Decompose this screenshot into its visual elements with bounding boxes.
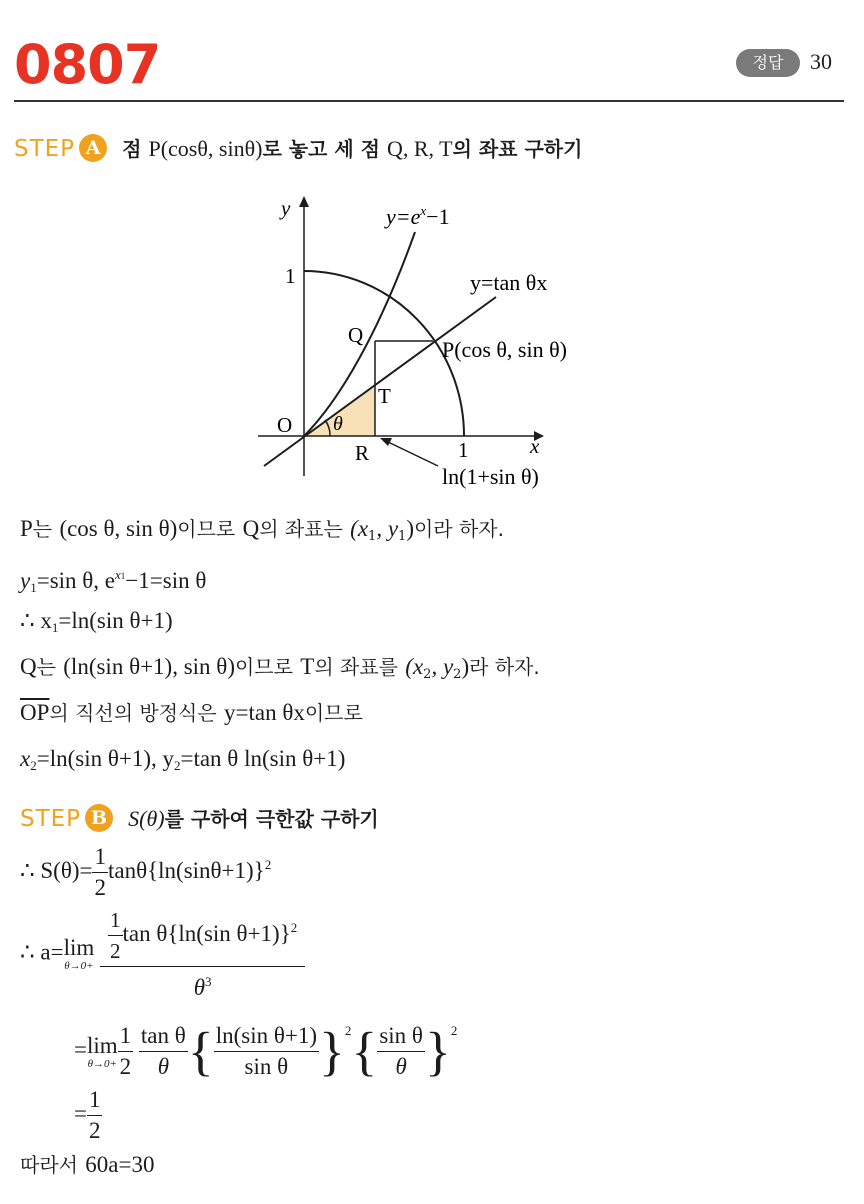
limit-subscript: θ→0+ — [64, 960, 94, 972]
answer-badge: 정답 — [736, 49, 800, 77]
text: P — [20, 516, 33, 541]
step-a-line-3 — [20, 604, 173, 645]
q-label: Q — [348, 323, 364, 347]
text: =sin θ, e — [36, 568, 116, 593]
text: Q — [242, 516, 260, 541]
text: (x — [405, 654, 424, 679]
text: tanθ{ln(sinθ+1)} — [107, 857, 265, 883]
text: (x — [350, 516, 369, 541]
subscript: 2 — [30, 758, 37, 773]
step-b-heading — [20, 802, 379, 837]
subscript: 2 — [453, 667, 462, 682]
step-a-title-kr1: 점 — [122, 137, 142, 161]
text: y=tan θx — [224, 700, 305, 725]
text: y — [20, 568, 31, 593]
fraction-numerator: tan θ — [139, 1021, 188, 1052]
line-label: y=tan θx — [470, 270, 548, 295]
text: θ — [193, 975, 206, 1000]
fraction-denominator: 2 — [88, 1118, 101, 1143]
answer-value: 30 — [810, 49, 832, 74]
text: 의 좌표는 — [259, 517, 343, 541]
header-divider — [14, 100, 844, 102]
t-label: T — [378, 384, 391, 408]
r-pointer-head — [380, 438, 392, 446]
text: , y — [431, 654, 454, 679]
text: 의 직선의 방정식은 — [49, 701, 217, 725]
p-label: P(cos θ, sin θ) — [442, 337, 567, 362]
step-b-circle: B — [85, 804, 113, 832]
superscript: 2 — [344, 1023, 352, 1038]
superscript: 1 — [120, 571, 126, 581]
problem-number: 0807 — [14, 33, 161, 96]
superscript: 2 — [450, 1023, 458, 1038]
step-a-title-pts: Q, R, T — [386, 136, 453, 161]
text: ∴ x — [20, 608, 52, 633]
text: T — [300, 654, 315, 679]
r-pointer-line — [386, 441, 438, 466]
text: 따라서 — [20, 1153, 78, 1177]
step-a-line-6 — [20, 742, 345, 783]
step-a-heading — [14, 132, 582, 167]
y-axis-arrow — [299, 196, 309, 207]
text: 이므로 — [177, 517, 236, 541]
superscript: 2 — [264, 856, 272, 872]
text: 라 하자. — [469, 655, 540, 679]
step-a-circle: A — [79, 134, 107, 162]
fraction-numerator: 1 — [87, 1085, 103, 1116]
subscript: 1 — [51, 620, 59, 635]
text: = — [74, 1037, 87, 1062]
fraction-denominator: 2 — [110, 939, 121, 963]
text: = — [74, 1100, 87, 1126]
limit-subscript: θ→0+ — [87, 1057, 117, 1070]
subscript: 2 — [423, 667, 432, 682]
text: 60a=30 — [85, 1152, 155, 1177]
text: 이므로 — [304, 701, 363, 725]
text: , y — [376, 516, 399, 541]
fraction-numerator: ln(sin θ+1) — [214, 1021, 319, 1052]
geometry-figure — [250, 190, 610, 500]
text: ) — [461, 654, 470, 679]
text: =tan θ ln(sin θ+1) — [180, 746, 346, 771]
step-b-title-s: S(θ) — [128, 806, 165, 831]
step-b-a-formula — [20, 905, 305, 1003]
subscript: 1 — [368, 529, 377, 544]
step-a-label: STEP — [14, 136, 76, 162]
step-b-title-kr: 를 구하여 극한값 구하기 — [164, 807, 379, 831]
fraction-numerator: 1 — [118, 1021, 134, 1052]
origin-label: O — [277, 413, 293, 437]
text: =ln(sin θ+1), y — [36, 746, 174, 771]
superscript: 2 — [290, 919, 298, 935]
limit: lim — [86, 1032, 118, 1058]
x-one-label: 1 — [458, 438, 469, 462]
text: tan θ{ln(sin θ+1)} — [122, 920, 291, 946]
text: (ln(sin θ+1), sin θ) — [63, 654, 235, 679]
fraction-numerator: 1 — [92, 842, 108, 873]
fraction-numerator: 1 — [108, 905, 123, 936]
x-axis-label: x — [530, 434, 540, 458]
fraction-denominator: 2 — [94, 875, 106, 900]
step-b-s-formula — [20, 842, 271, 903]
text: ∴ a= — [20, 939, 64, 965]
fraction-denominator: θ — [157, 1054, 169, 1080]
text: 의 좌표를 — [314, 655, 398, 679]
text: 이므로 — [234, 655, 293, 679]
text: 이라 하자. — [413, 517, 504, 541]
fraction-numerator: sin θ — [377, 1021, 425, 1052]
r-coordinate-label: ln(1+sin θ) — [442, 464, 539, 489]
step-a-line-5 — [20, 696, 363, 730]
step-b-label: STEP — [20, 806, 82, 832]
superscript: 3 — [205, 974, 212, 989]
text: =ln(sin θ+1) — [58, 608, 173, 633]
step-a-line-1 — [20, 512, 504, 554]
limit: lim — [63, 935, 95, 960]
text: x — [20, 746, 31, 771]
text: −1=sin θ — [125, 568, 207, 593]
step-a-line-2 — [20, 558, 206, 605]
step-b-result — [74, 1085, 102, 1146]
fraction-denominator: sin θ — [244, 1054, 289, 1080]
curve-label: $y=e^x-1$ — [386, 203, 450, 229]
text: (cos θ, sin θ) — [59, 516, 178, 541]
fraction-denominator: θ — [395, 1054, 407, 1080]
text: 는 — [32, 517, 53, 541]
final-answer — [20, 1148, 154, 1182]
subscript: 1 — [398, 529, 407, 544]
text: ) — [406, 516, 414, 541]
fraction-denominator: 2 — [119, 1054, 132, 1080]
y-one-label: 1 — [285, 264, 296, 288]
r-label: R — [355, 441, 370, 465]
step-a-title-p: P(cosθ, sinθ) — [148, 136, 263, 161]
step-a-line-4 — [20, 650, 540, 692]
theta-label: θ — [333, 413, 343, 435]
unit-circle-arc — [304, 271, 464, 436]
text: 는 — [36, 655, 56, 679]
text: ∴ S(θ)= — [20, 857, 93, 883]
y-axis-label: y — [281, 196, 291, 220]
step-a-title-kr3: 의 좌표 구하기 — [452, 137, 583, 161]
text: $\overline{OP}$ — [20, 700, 50, 725]
superscript: x — [115, 567, 121, 582]
subscript: 1 — [30, 580, 37, 595]
step-b-limit-expansion: =lim θ→0+ $\frac{1}{2}$ $\frac{\text{tan θ}}{\theta}$ { $\frac{\text{ln(sin θ+1)}}{\text{sin θ}}$ }$^2${ $\frac{\text{sin θ}}{\theta}$ }$^2$ — [74, 1021, 458, 1082]
step-a-title-kr2: 로 놓고 세 점 — [262, 137, 380, 161]
text: Q — [20, 654, 37, 679]
subscript: 2 — [173, 758, 181, 773]
